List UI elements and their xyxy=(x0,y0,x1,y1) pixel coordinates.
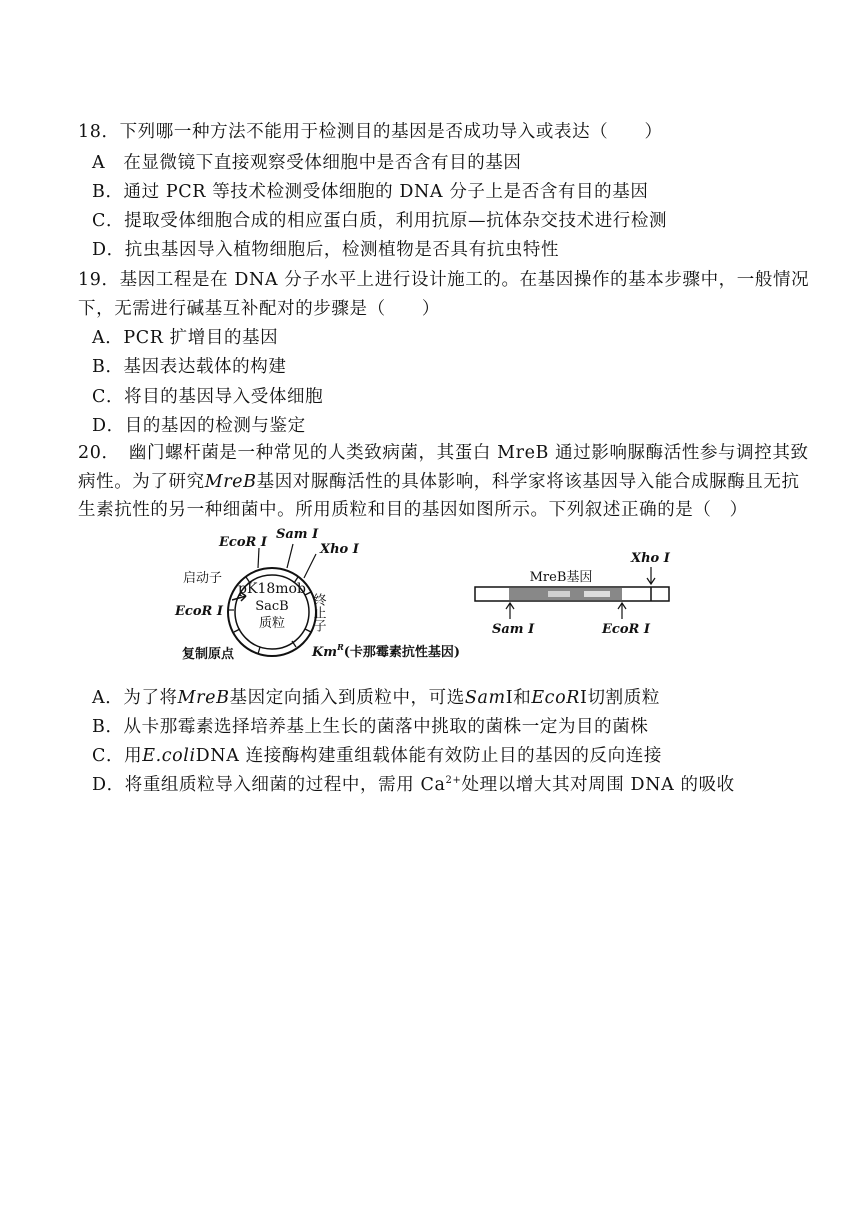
plasmid-diagram xyxy=(174,527,460,662)
question-19-option-c: C．将目的基因导入受体细胞 xyxy=(92,387,324,407)
plasmid-name-line2: SacB xyxy=(255,599,289,614)
question-20-option-b: B．从卡那霉素选择培养基上生长的菌落中挑取的菌株一定为目的菌株 xyxy=(92,717,649,737)
plasmid-name-line3: 质粒 xyxy=(258,616,286,631)
question-20-stem-line2: 病性。为了研究MreB基因对脲酶活性的具体影响，科学家将该基因导入能合成脲酶且无抗 xyxy=(78,472,800,492)
gene-label-sami: Sam Ⅰ xyxy=(492,622,535,637)
question-19-stem-line2: 下，无需进行碱基互补配对的步骤是（ ） xyxy=(78,299,440,319)
question-18-option-d: D．抗虫基因导入植物细胞后，检测植物是否具有抗虫特性 xyxy=(92,240,560,260)
question-20-option-a: A．为了将MreB基因定向插入到质粒中，可选SamⅠ和EcoRⅠ切割质粒 xyxy=(92,688,660,708)
plasmid-label-kmr: $Km^R$(卡那霉素抗性基因) xyxy=(312,642,461,660)
gene-diagram xyxy=(475,551,671,637)
question-18-option-c: C．提取受体细胞合成的相应蛋白质，利用抗原—抗体杂交技术进行检测 xyxy=(92,211,668,231)
gene-title: MreB基因 xyxy=(529,570,593,585)
question-19-option-d: D．目的基因的检测与鉴定 xyxy=(92,416,306,436)
gene-label-ecori: EcoR Ⅰ xyxy=(602,622,650,637)
question-19-option-b: B．基因表达载体的构建 xyxy=(92,357,287,377)
question-20-option-c: C．用E.coliDNA 连接酶构建重组载体能有效防止目的基因的反向连接 xyxy=(92,746,662,766)
plasmid-label-xhoi: Xho Ⅰ xyxy=(320,542,359,557)
question-20-stem-line1: 20． 幽门螺杆菌是一种常见的人类致病菌，其蛋白 MreB 通过影响脲酶活性参与调控其致 xyxy=(78,443,809,463)
question-20-option-d: D．将重组质粒导入细菌的过程中，需用 $Ca^{2+}$处理以增大其对周围 DNA 的吸收 xyxy=(92,775,735,795)
plasmid-name-line1: pK18mob xyxy=(238,581,306,597)
plasmid-label-terminator: 终止子 xyxy=(310,593,326,632)
question-19-option-a: A．PCR 扩增目的基因 xyxy=(92,328,279,348)
question-20-stem-line3: 生素抗性的另一种细菌中。所用质粒和目的基因如图所示。下列叙述正确的是（ ） xyxy=(78,500,748,520)
question-18-option-b: B．通过 PCR 等技术检测受体细胞的 DNA 分子上是否含有目的基因 xyxy=(92,182,649,202)
question-18-option-a: A 在显微镜下直接观察受体细胞中是否含有目的基因 xyxy=(92,153,522,173)
question-19-stem-line1: 19．基因工程是在 DNA 分子水平上进行设计施工的。在基因操作的基本步骤中，一般情况 xyxy=(78,270,810,290)
plasmid-label-ecori-left: EcoR Ⅰ xyxy=(175,604,223,619)
question-18-stem: 18．下列哪一种方法不能用于检测目的基因是否成功导入或表达（ ） xyxy=(78,122,663,142)
gene-label-xhoi: Xho Ⅰ xyxy=(631,551,670,566)
plasmid-label-origin: 复制原点 xyxy=(182,647,235,662)
plasmid-label-sami: Sam Ⅰ xyxy=(276,527,319,542)
plasmid-label-promoter: 启动子 xyxy=(183,571,223,586)
plasmid-label-ecori-top: EcoR Ⅰ xyxy=(219,535,267,550)
